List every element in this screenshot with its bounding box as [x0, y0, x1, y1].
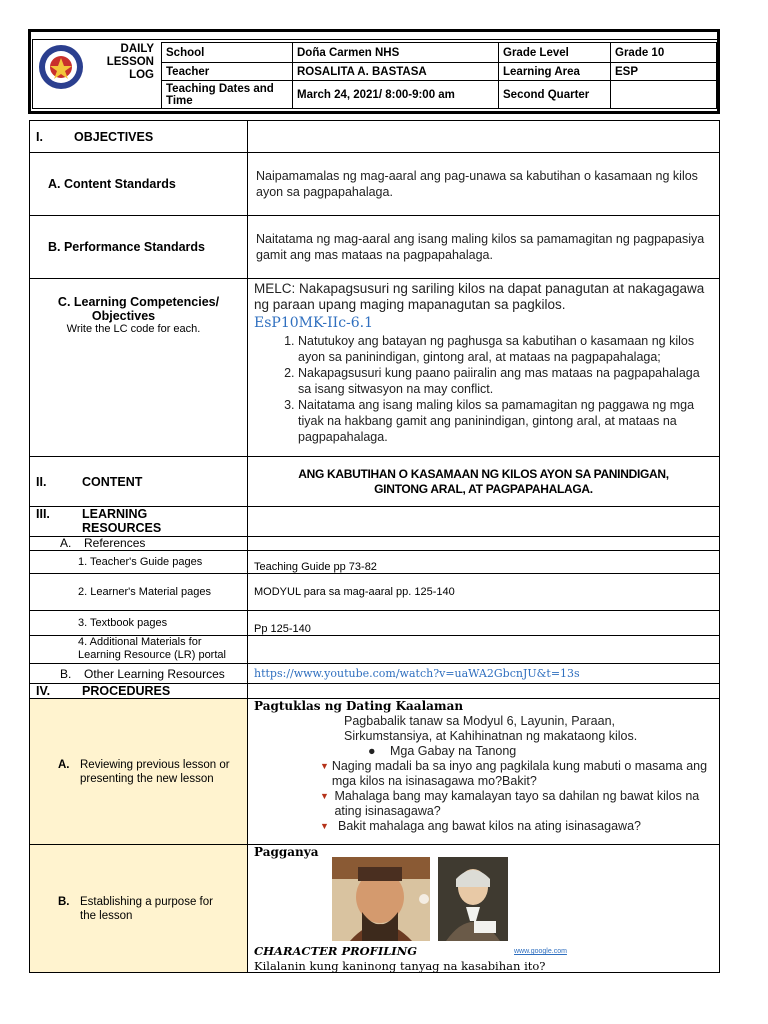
competencies-note: Write the LC code for each.	[66, 323, 201, 335]
guide-question-text: Naging madali ba sa inyo ang pagkilala kung mabuti o masama ang mga kilos na isinasagawa mo?Bakit?	[331, 759, 708, 788]
school-label: School	[162, 43, 293, 63]
objectives-row	[30, 121, 720, 153]
objectives-list	[254, 333, 711, 445]
procedure-a-title: Pagtuklas ng Dating Kaalaman	[254, 699, 464, 713]
guide-question-text: Mahalaga bang may kamalayan tayo sa dahilan ng bawat kilos na ating isinasagawa?	[334, 789, 700, 818]
textbook-value: Pp 125-140	[248, 611, 720, 636]
procedure-a-row	[30, 699, 720, 845]
additional-materials-row	[30, 636, 720, 664]
objective-item: 2. Nakapagsusuri kung paano paiiralin ang mas mataas na pagpapahalaga sa isang sitwasyon na may conflict.	[298, 365, 711, 397]
lesson-log-table	[29, 120, 720, 973]
confucius-portrait-image	[332, 857, 430, 941]
image-source-link[interactable]: www.google.com	[514, 948, 567, 955]
learning-area-label: Learning Area	[499, 63, 611, 81]
bullet-icon: ●	[368, 744, 376, 758]
procedure-b-question: Kilalanin kung kaninong tanyag na kasabihan ito?	[254, 959, 546, 973]
references-letter: A.	[60, 536, 72, 550]
quarter-label: Second Quarter	[499, 81, 611, 109]
learners-material-label: 2. Learner's Material pages	[30, 574, 248, 611]
procedure-a-letter: A.	[58, 758, 70, 771]
procedures-num: IV.	[36, 684, 51, 698]
references-row	[30, 537, 720, 551]
other-resources-row	[30, 664, 720, 684]
teachers-guide-label: 1. Teacher's Guide pages	[30, 551, 248, 574]
other-resources-letter: B.	[60, 666, 72, 681]
header-info-table	[161, 42, 717, 109]
guide-question-text: Bakit mahalaga ang bawat kilos na ating isinasagawa?	[338, 819, 641, 833]
guide-questions-bullet	[254, 744, 715, 759]
objectives-heading: OBJECTIVES	[74, 129, 154, 144]
arrow-bullet-icon: ▼	[320, 761, 329, 771]
teachers-guide-value: Teaching Guide pp 73-82	[248, 551, 720, 574]
quarter-value	[611, 81, 717, 109]
teachers-guide-row	[30, 551, 720, 574]
procedure-b-title: Pagganya	[254, 845, 319, 859]
content-standards-row	[30, 153, 720, 216]
content-label: CONTENT	[82, 474, 143, 489]
guide-question-item	[320, 759, 715, 789]
competencies-row	[30, 279, 720, 457]
teaching-dates-value: March 24, 2021/ 8:00-9:00 am	[293, 81, 499, 109]
textbook-label: 3. Textbook pages	[30, 611, 248, 636]
daily-lesson-log-title	[100, 43, 154, 82]
melc-label: MELC	[254, 281, 292, 296]
resources-num: III.	[36, 507, 50, 521]
guide-question-item	[320, 819, 715, 834]
dll-line: LOG	[129, 69, 154, 81]
competencies-label: C. Learning Competencies/	[57, 295, 220, 309]
procedure-a-intro-1: Pagbabalik tanaw sa Modyul 6, Layunin, Paraan,	[344, 714, 616, 728]
grade-level-value: Grade 10	[611, 43, 717, 63]
textbook-row	[30, 611, 720, 636]
performance-standards-row	[30, 216, 720, 279]
resources-label	[82, 507, 161, 535]
procedure-b-letter: B.	[58, 895, 70, 908]
melc-paragraph	[254, 281, 711, 313]
objective-item: 3. Naitatama ang isang maling kilos sa pamamagitan ng paggawa ng mga tiyak na hakbang gamit ang paninindigan, gintong aral, at mataas na pagpapahalaga.	[298, 397, 711, 445]
teacher-value: ROSALITA A. BASTASA	[293, 63, 499, 81]
character-profiling-caption: CHARACTER PROFILING	[254, 944, 418, 958]
content-num: II.	[36, 474, 47, 489]
guide-questions-label: Mga Gabay na Tanong	[390, 744, 517, 758]
performance-standards-text: Naitatama ng mag-aaral ang isang maling kilos sa pamamagitan ng pagpapasiya gamit ang mas mataas na pagpapahalaga.	[248, 216, 720, 279]
other-resources-label: Other Learning Resources	[84, 666, 225, 681]
teaching-dates-label: Teaching Dates and Time	[162, 81, 293, 109]
references-label: References	[84, 536, 146, 550]
dll-line: LESSON	[106, 56, 154, 68]
melc-text: : Nakapagsusuri ng sariling kilos na dapat panagutan at nakagagawa ng paraan upang maging mapanagutan sa pagkilos.	[254, 281, 705, 312]
guide-questions-list	[254, 759, 715, 834]
guide-question-item	[320, 789, 715, 819]
procedure-a-label: Reviewing previous lesson or presenting the new lesson	[80, 758, 230, 785]
content-standards-label: A. Content Standards	[30, 153, 248, 216]
teacher-label: Teacher	[162, 63, 293, 81]
procedure-a-intro-2: Sirkumstansiya, at Kahihinatnan ng makataong kilos.	[344, 729, 638, 743]
resources-label-1: LEARNING	[82, 507, 148, 521]
content-standards-text: Naipamamalas ng mag-aaral ang pag-unawa sa kabutihan o kasamaan ng kilos ayon sa pagpapahalaga.	[248, 153, 720, 216]
content-title-line1: ANG KABUTIHAN O KASAMAAN NG KILOS AYON SA PANINDIGAN,	[298, 466, 669, 481]
kant-portrait-image	[438, 857, 508, 941]
additional-materials-label: 4. Additional Materials for Learning Resource (LR) portal	[30, 636, 248, 664]
youtube-link[interactable]: https://www.youtube.com/watch?v=uaWA2GbcnJU&t=13s	[248, 664, 720, 684]
content-row	[30, 457, 720, 507]
objective-item: 1. Natutukoy ang batayan ng paghusga sa kabutihan o kasamaan ng kilos ayon sa paninindigan, gintong aral, at mataas na pagpapahalaga;	[298, 333, 711, 365]
arrow-bullet-icon: ▼	[320, 791, 329, 801]
procedures-row	[30, 684, 720, 699]
objectives-num: I.	[36, 129, 43, 144]
grade-level-label: Grade Level	[499, 43, 611, 63]
resources-row	[30, 507, 720, 537]
learners-material-row	[30, 574, 720, 611]
procedures-label: PROCEDURES	[82, 684, 171, 698]
performance-standards-label: B. Performance Standards	[30, 216, 248, 279]
deped-seal-icon	[38, 44, 84, 90]
content-title-line2: GINTONG ARAL, AT PAGPAPAHALAGA.	[374, 481, 593, 496]
learning-area-value: ESP	[611, 63, 717, 81]
resources-label-2: RESOURCES	[82, 521, 162, 535]
arrow-bullet-icon: ▼	[320, 821, 329, 831]
school-value: Doña Carmen NHS	[293, 43, 499, 63]
lc-code: EsP10MK-IIc-6.1	[254, 315, 374, 331]
procedure-b-label: Establishing a purpose for the lesson	[80, 895, 213, 922]
dll-line: DAILY	[120, 43, 154, 55]
procedure-b-row	[30, 845, 720, 973]
learners-material-value: MODYUL para sa mag-aaral pp. 125-140	[248, 574, 720, 611]
competencies-label-2: Objectives	[91, 309, 156, 323]
